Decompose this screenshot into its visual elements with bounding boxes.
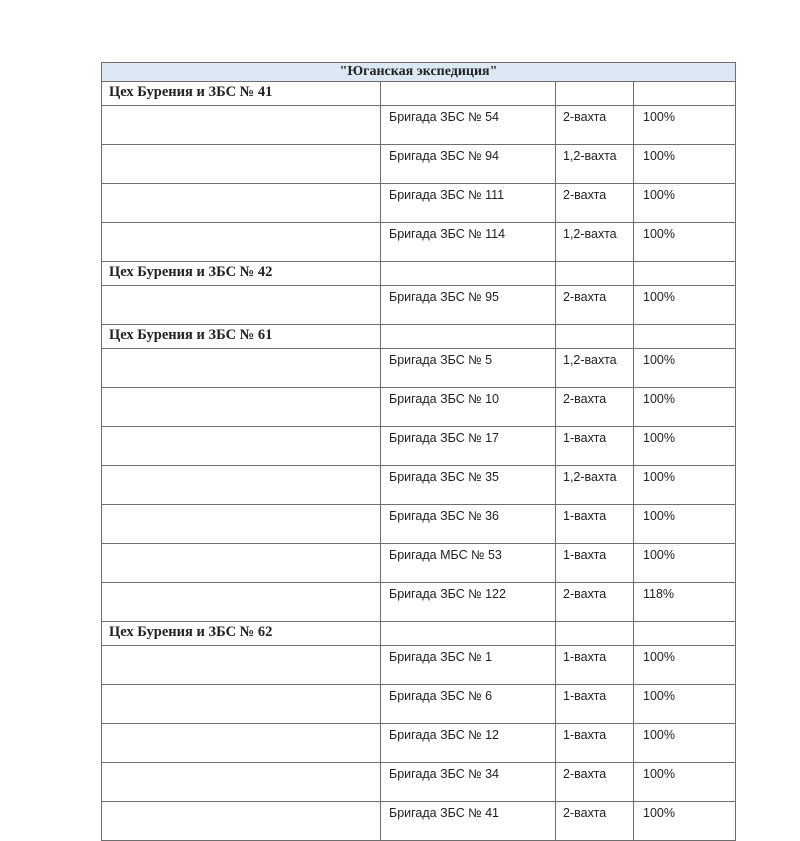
brigade-shift: 2-вахта [556, 184, 634, 223]
brigade-name: Бригада ЗБС № 1 [381, 646, 556, 685]
empty-cell [102, 544, 381, 583]
brigade-row [102, 427, 736, 466]
empty-cell [556, 82, 634, 106]
brigade-row [102, 388, 736, 427]
brigade-name: Бригада МБС № 53 [381, 544, 556, 583]
brigade-shift: 1-вахта [556, 724, 634, 763]
brigade-name: Бригада ЗБС № 54 [381, 106, 556, 145]
brigade-shift: 1-вахта [556, 505, 634, 544]
brigade-percent: 100% [634, 685, 736, 724]
brigade-shift: 1,2-вахта [556, 349, 634, 388]
empty-cell [102, 184, 381, 223]
brigade-name: Бригада ЗБС № 41 [381, 802, 556, 841]
empty-cell [102, 685, 381, 724]
brigade-percent: 100% [634, 106, 736, 145]
empty-cell [102, 724, 381, 763]
brigade-percent: 100% [634, 544, 736, 583]
brigade-row [102, 466, 736, 505]
brigade-shift: 1-вахта [556, 427, 634, 466]
workshop-header-row [102, 325, 736, 349]
empty-cell [102, 286, 381, 325]
workshop-name: Цех Бурения и ЗБС № 62 [102, 622, 381, 646]
empty-cell [102, 583, 381, 622]
brigade-percent: 100% [634, 388, 736, 427]
brigade-name: Бригада ЗБС № 95 [381, 286, 556, 325]
empty-cell [556, 325, 634, 349]
brigade-name: Бригада ЗБС № 17 [381, 427, 556, 466]
brigade-row [102, 145, 736, 184]
empty-cell [634, 325, 736, 349]
empty-cell [634, 262, 736, 286]
brigade-name: Бригада ЗБС № 114 [381, 223, 556, 262]
brigade-name: Бригада ЗБС № 10 [381, 388, 556, 427]
brigade-name: Бригада ЗБС № 12 [381, 724, 556, 763]
brigade-percent: 100% [634, 286, 736, 325]
brigade-table [101, 62, 736, 841]
workshop-header-row [102, 82, 736, 106]
empty-cell [102, 763, 381, 802]
brigade-shift: 2-вахта [556, 802, 634, 841]
brigade-row [102, 286, 736, 325]
brigade-row [102, 763, 736, 802]
workshop-name: Цех Бурения и ЗБС № 42 [102, 262, 381, 286]
workshop-header-row [102, 262, 736, 286]
empty-cell [381, 325, 556, 349]
brigade-row [102, 802, 736, 841]
brigade-shift: 2-вахта [556, 388, 634, 427]
brigade-name: Бригада ЗБС № 111 [381, 184, 556, 223]
brigade-table-body [102, 63, 736, 841]
empty-cell [102, 802, 381, 841]
brigade-percent: 100% [634, 427, 736, 466]
brigade-row [102, 583, 736, 622]
brigade-row [102, 646, 736, 685]
empty-cell [102, 505, 381, 544]
empty-cell [634, 82, 736, 106]
brigade-name: Бригада ЗБС № 34 [381, 763, 556, 802]
brigade-percent: 100% [634, 466, 736, 505]
brigade-shift: 1,2-вахта [556, 223, 634, 262]
brigade-percent: 100% [634, 505, 736, 544]
workshop-name: Цех Бурения и ЗБС № 41 [102, 82, 381, 106]
brigade-percent: 100% [634, 349, 736, 388]
brigade-shift: 1,2-вахта [556, 145, 634, 184]
brigade-row [102, 223, 736, 262]
brigade-percent: 100% [634, 763, 736, 802]
empty-cell [102, 106, 381, 145]
expedition-title: "Юганская экспедиция" [102, 63, 736, 82]
brigade-shift: 1-вахта [556, 685, 634, 724]
empty-cell [381, 262, 556, 286]
brigade-percent: 100% [634, 223, 736, 262]
brigade-shift: 2-вахта [556, 583, 634, 622]
empty-cell [556, 622, 634, 646]
empty-cell [102, 145, 381, 184]
workshop-name: Цех Бурения и ЗБС № 61 [102, 325, 381, 349]
brigade-name: Бригада ЗБС № 94 [381, 145, 556, 184]
brigade-percent: 100% [634, 802, 736, 841]
brigade-percent: 100% [634, 646, 736, 685]
empty-cell [102, 646, 381, 685]
title-row [102, 63, 736, 82]
brigade-percent: 118% [634, 583, 736, 622]
brigade-name: Бригада ЗБС № 36 [381, 505, 556, 544]
empty-cell [381, 82, 556, 106]
empty-cell [102, 427, 381, 466]
empty-cell [102, 466, 381, 505]
brigade-row [102, 106, 736, 145]
brigade-name: Бригада ЗБС № 122 [381, 583, 556, 622]
empty-cell [102, 388, 381, 427]
brigade-shift: 2-вахта [556, 286, 634, 325]
brigade-row [102, 184, 736, 223]
empty-cell [102, 223, 381, 262]
workshop-header-row [102, 622, 736, 646]
brigade-row [102, 544, 736, 583]
brigade-shift: 1,2-вахта [556, 466, 634, 505]
brigade-row [102, 349, 736, 388]
brigade-percent: 100% [634, 184, 736, 223]
brigade-shift: 1-вахта [556, 544, 634, 583]
empty-cell [102, 349, 381, 388]
brigade-name: Бригада ЗБС № 6 [381, 685, 556, 724]
brigade-percent: 100% [634, 724, 736, 763]
brigade-shift: 1-вахта [556, 646, 634, 685]
brigade-shift: 2-вахта [556, 106, 634, 145]
brigade-name: Бригада ЗБС № 5 [381, 349, 556, 388]
empty-cell [634, 622, 736, 646]
empty-cell [381, 622, 556, 646]
brigade-row [102, 685, 736, 724]
brigade-row [102, 505, 736, 544]
brigade-row [102, 724, 736, 763]
empty-cell [556, 262, 634, 286]
brigade-percent: 100% [634, 145, 736, 184]
brigade-shift: 2-вахта [556, 763, 634, 802]
brigade-name: Бригада ЗБС № 35 [381, 466, 556, 505]
